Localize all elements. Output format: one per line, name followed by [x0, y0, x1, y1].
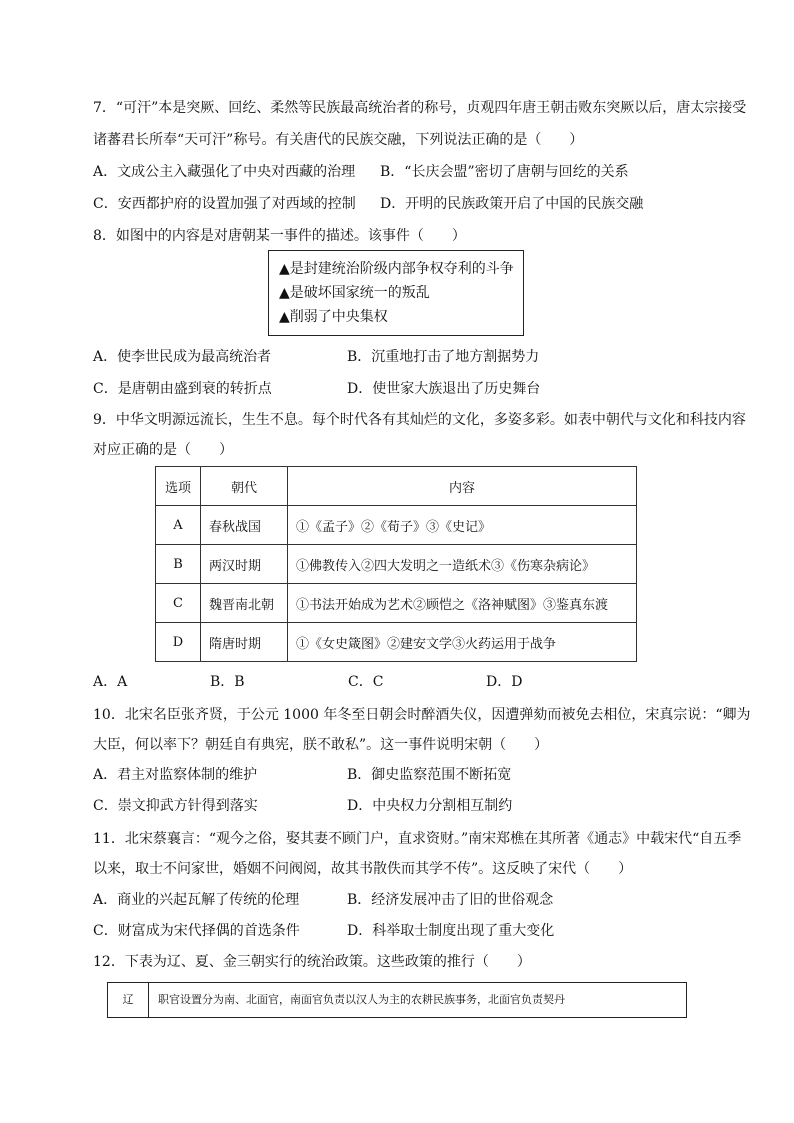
- q10-option-c: C．崇文抑武方针得到落实: [93, 798, 258, 814]
- table-row: [156, 584, 637, 623]
- q12-table-value-cell: 职官设置分为南、北面官，南面官负责以汉人为主的农耕民族事务，北面官负责契丹: [158, 993, 565, 1006]
- q11-option-d: D．科举取士制度出现了重大变化: [347, 923, 555, 939]
- q9-stem-line2: 对应正确的是（ ）: [93, 442, 233, 458]
- table-cell: 魏晋南北朝: [201, 584, 288, 623]
- q12-table: [107, 982, 687, 1018]
- q9-option-b: B．B: [210, 674, 245, 690]
- q7-stem-line2: 诸蕃君长所奉“天可汗”称号。有关唐代的民族交融，下列说法正确的是（ ）: [93, 132, 584, 148]
- table-row: [156, 545, 637, 584]
- q9-option-a: A．A: [93, 674, 128, 690]
- q12-stem: 12．下表为辽、夏、金三朝实行的统治政策。这些政策的推行（ ）: [93, 954, 531, 970]
- table-cell: B: [156, 545, 201, 584]
- q8-stem: 8．如图中的内容是对唐朝某一事件的描述。该事件（ ）: [93, 228, 466, 244]
- q7-option-b: B．“长庆会盟”密切了唐朝与回纥的关系: [380, 164, 629, 180]
- q8-box-line1: ▲是封建统治阶级内部争权夺利的斗争: [279, 261, 514, 277]
- table-header-cell: 选项: [156, 467, 201, 506]
- table-row: [156, 506, 637, 545]
- q10-stem-line2: 大臣，何以率下？朝廷自有典宪，朕不敢私”。这一事件说明宋朝（ ）: [93, 737, 549, 753]
- q10-option-a: A．君主对监察体制的维护: [93, 767, 258, 783]
- q8-option-c: C．是唐朝由盛到衰的转折点: [93, 381, 272, 397]
- q11-option-a: A．商业的兴起瓦解了传统的伦理: [93, 892, 300, 908]
- table-cell: 隋唐时期: [201, 623, 288, 662]
- table-cell: C: [156, 584, 201, 623]
- table-header-cell: 朝代: [201, 467, 288, 506]
- q7-stem-line1: 7．“可汗”本是突厥、回纥、柔然等民族最高统治者的称号，贞观四年唐王朝击败东突厥以后，唐太宗接受: [93, 100, 747, 116]
- q12-table-key-cell: 辽: [108, 983, 149, 1017]
- q8-option-a: A．使李世民成为最高统治者: [93, 349, 272, 365]
- q7-option-a: A．文成公主入藏强化了中央对西藏的治理: [93, 164, 356, 180]
- table-cell: ①佛教传入②四大发明之一造纸术③《伤寒杂病论》: [288, 545, 637, 584]
- table-header-cell: 内容: [288, 467, 637, 506]
- q11-stem-line2: 以来，取士不问家世，婚姻不问阀阅，故其书散佚而其学不传”。这反映了宋代（ ）: [93, 861, 633, 877]
- q11-option-b: B．经济发展冲击了旧的世俗观念: [347, 892, 554, 908]
- q10-option-b: B．御史监察范围不断拓宽: [347, 767, 512, 783]
- q9-stem-line1: 9．中华文明源远流长，生生不息。每个时代各有其灿烂的文化，多姿多彩。如表中朝代与文化和科技内容: [93, 412, 746, 428]
- table-cell: ①书法开始成为艺术②顾恺之《洛神赋图》③鉴真东渡: [288, 584, 637, 623]
- q11-stem-line1: 11．北宋蔡襄言：“观今之俗，娶其妻不顾门户，直求资财。”南宋郑樵在其所著《通志》中载宋代“自五季: [93, 831, 742, 847]
- q7-option-d: D．开明的民族政策开启了中国的民族交融: [380, 196, 644, 212]
- q8-box-line2: ▲是破坏国家统一的叛乱: [279, 285, 430, 301]
- table-cell: A: [156, 506, 201, 545]
- table-cell: 两汉时期: [201, 545, 288, 584]
- q8-description-box: [268, 250, 524, 336]
- table-cell: ①《孟子》②《荀子》③《史记》: [288, 506, 637, 545]
- q8-option-d: D．使世家大族退出了历史舞台: [347, 381, 541, 397]
- q10-option-d: D．中央权力分割相互制约: [347, 798, 513, 814]
- q10-stem-line1: 10．北宋名臣张齐贤，于公元 1000 年冬至日朝会时醉酒失仪，因遭弹劾而被免去相位，宋真宗说：“卿为: [93, 707, 751, 723]
- q8-box-line3: ▲削弱了中央集权: [279, 309, 388, 325]
- q7-option-c: C．安西都护府的设置加强了对西域的控制: [93, 196, 356, 212]
- q9-option-c: C．C: [348, 674, 384, 690]
- table-cell: D: [156, 623, 201, 662]
- table-row: [156, 623, 637, 662]
- table-cell: ①《女史箴图》②建安文学③火药运用于战争: [288, 623, 637, 662]
- q11-option-c: C．财富成为宋代择偶的首选条件: [93, 923, 300, 939]
- table-header-row: [156, 467, 637, 506]
- q8-option-b: B．沉重地打击了地方割据势力: [347, 349, 540, 365]
- table-cell: 春秋战国: [201, 506, 288, 545]
- q9-option-d: D．D: [486, 674, 523, 690]
- q9-table: [155, 466, 637, 662]
